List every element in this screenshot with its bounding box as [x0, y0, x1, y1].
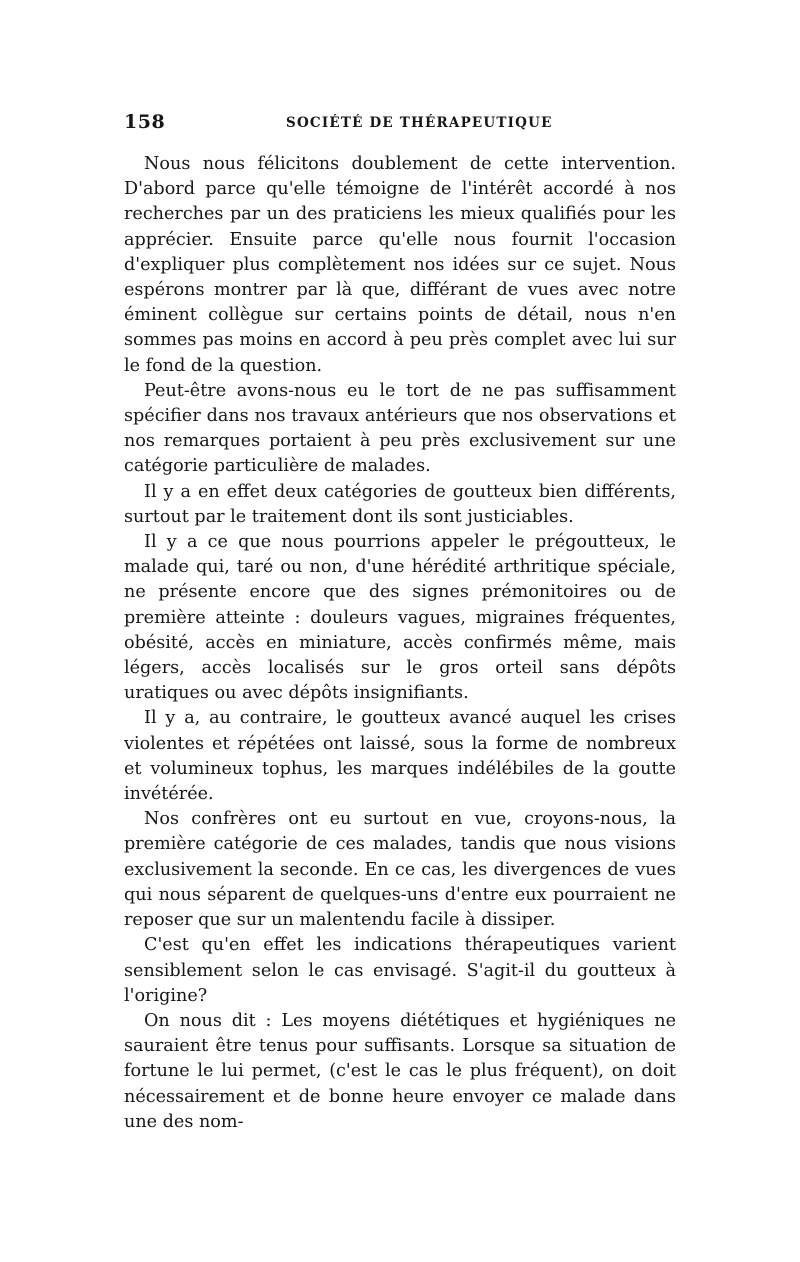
paragraph: Peut-être avons-nous eu le tort de ne pas suffisamment spécifier dans nos travaux antérieurs que nos observations et nos remarques portaient à peu près exclusivement sur une catégorie particulière de malades. [124, 380, 676, 477]
paragraph: Nous nous félicitons doublement de cette intervention. D'abord parce qu'elle témoigne de l'intérêt accordé à nos recherches par un des praticiens les mieux qualifiés pour les apprécier. Ensuite parce qu'elle nous fournit l'occasion d'expliquer plus complètement nos idées sur ce sujet. Nous espérons montrer par là que, différant de vues avec notre éminent collègue sur certains points de détail, nous n'en sommes pas moins en accord à peu près complet avec lui sur le fond de la question. [124, 154, 676, 376]
paragraph: Nos confrères ont eu surtout en vue, croyons-nous, la première catégorie de ces malades, tandis que nous visions exclusivement la seconde. En ce cas, les divergences de vues qui nous séparent de quelques-uns d'entre eux pourraient ne reposer que sur un malentendu facile à dissiper. [124, 809, 676, 931]
paragraph: Il y a, au contraire, le goutteux avancé auquel les crises violentes et répétées ont laissé, sous la forme de nombreux et volumineux tophus, les marques indélébiles de la goutte invétérée. [124, 708, 676, 805]
paragraph: C'est qu'en effet les indications thérapeutiques varient sensiblement selon le cas envisagé. S'agit-il du goutteux à l'origine? [124, 935, 676, 1006]
page-number: 158 [124, 111, 166, 133]
running-head: SOCIÉTÉ DE THÉRAPEUTIQUE [286, 115, 553, 131]
paragraph: Il y a en effet deux catégories de goutteux bien différents, surtout par le traitement dont ils sont justiciables. [124, 481, 676, 527]
paragraph: Il y a ce que nous pourrions appeler le prégoutteux, le malade qui, taré ou non, d'une hérédité arthritique spéciale, ne présente encore que des signes prémonitoires ou de première atteinte : douleurs vagues, migraines fréquentes, obésité, accès en miniature, accès confirmés même, mais légers, accès localisés sur le gros orteil sans dépôts uratiques ou avec dépôts insignifiants. [124, 532, 676, 704]
body-text [124, 152, 676, 1135]
page-header [124, 111, 684, 141]
paragraph: On nous dit : Les moyens diététiques et hygiéniques ne sauraient être tenus pour suffisants. Lorsque sa situation de fortune le lui permet, (c'est le cas le plus fréquent), on doit nécessairement et de bonne heure envoyer ce malade dans une des nom- [124, 1010, 676, 1132]
